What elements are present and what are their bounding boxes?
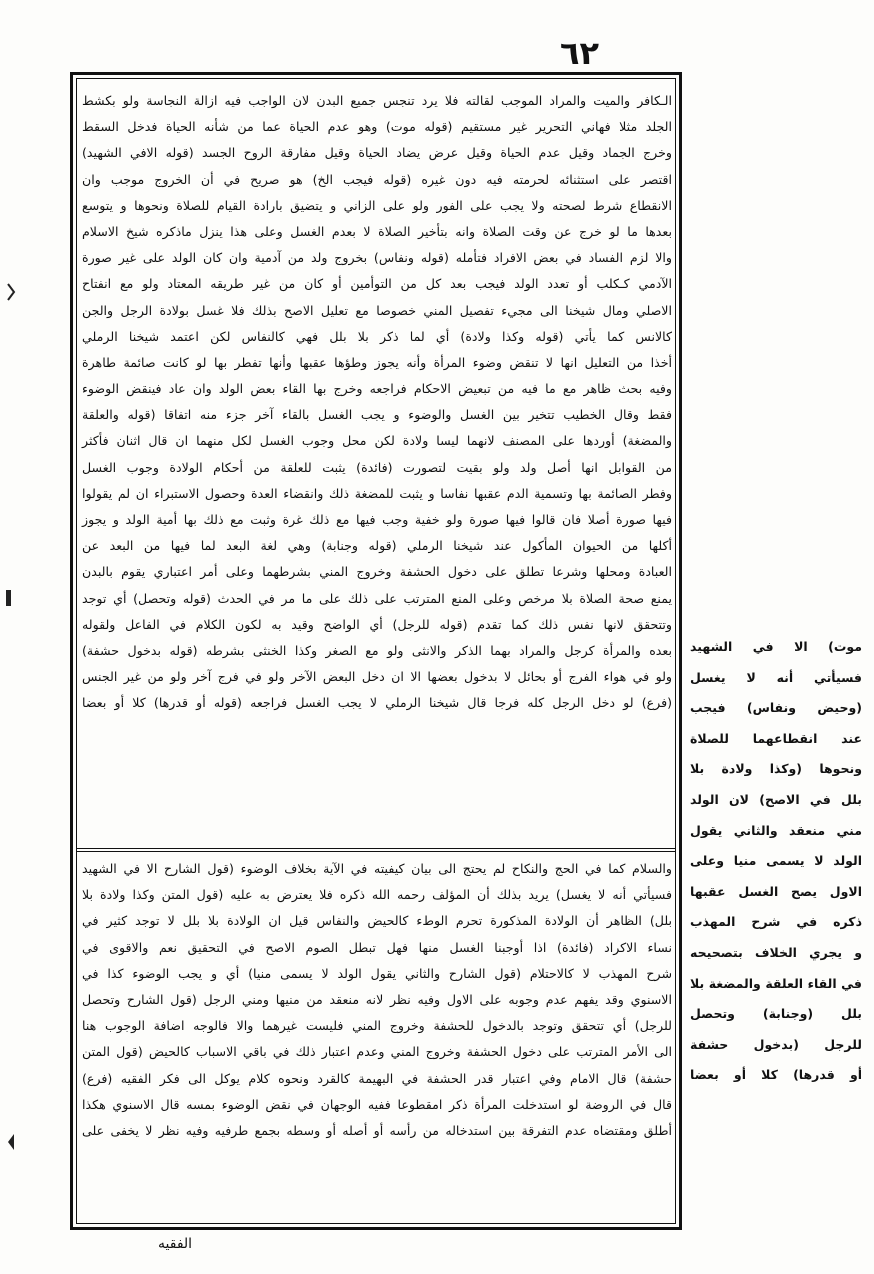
text-line: بعده والمرأة كرجل والمراد بهما الذكر والانثى ولو مع الصغر وكذا الخنثى بشرطه (قوله بدخول حشفة) — [82, 642, 672, 658]
text-line: ولو في هواء الفرج أو بحائل لا بدخول بعضها الا ان دخل البعض الآخر ولو في فرج آخر ولو من غير الجنس — [82, 669, 672, 685]
footnote-line: الاسنوي وقد يفهم عدم وجوبه على الاول وفيه نظر لانه منعقد من منيها ومني الرجل (قول الشارح وتحصل — [82, 991, 672, 1007]
page-number: ٦٢ — [560, 34, 600, 72]
text-line: الانقطاع شرط لصحته ولا يجب على الفور ولو على الزاني و يتضيق بارادة القيام للصلاة ونحوها و يتوسع — [82, 197, 672, 213]
margin-line: و يجري الخلاف بتصحيحه — [690, 944, 862, 960]
margin-line: ونحوها (وكذا ولادة بلا — [690, 761, 862, 777]
footnote-line: والسلام كما في الحج والنكاح لم يحتج الى بيان كيفيته في الآية بخلاف الوضوء (قول الشارح الا في الشهيد — [82, 861, 672, 876]
margin-line: بلل في الاصح) لان الولد — [690, 791, 862, 807]
footnote-block — [82, 856, 672, 1222]
text-line: الـكافر والميت والمراد الموجب لقالته فلا يرد تنجس جميع البدن لان الواجب فيه ازالة النجاسة ولو بكشط — [82, 93, 672, 108]
text-line: بعدها ما لو خرج عن وقت الصلاة وانه بتأخير الصلاة لا بعدم الغسل وعلى هذا ينزل ماذكره شيخ الاسلام — [82, 223, 672, 239]
margin-line: فسيأتي أنه لا يغسل — [690, 669, 862, 685]
footnote-line: للرجل) أي تتحقق وتوجد بالدخول للحشفة وخروج المني فليست غيرهما والا فالوجه اضافة الوجوب هنا — [82, 1018, 672, 1034]
margin-line: أو قدرها) كلا أو بعضا — [690, 1067, 862, 1083]
margin-line: الاول يصح الغسل عقبها — [690, 883, 862, 899]
edge-mark-left-mid — [4, 588, 14, 608]
text-line: وفيه بحث ظاهر مع ما فيه من تبعيض الاحكام فراجعه وخرج بها القاء بعض الولد وان عاد فينقض الوضوء — [82, 381, 672, 397]
catchword: الفقيه — [158, 1236, 193, 1252]
text-line: والا لزم الفساد في بعض الافراد فتأمله (قوله ونفاس) بخروج ولد من آدمية وان كان الولد على غير صورة — [82, 250, 672, 266]
footnote-line: حشفة) قال الامام وفي اعتبار قدر الحشفة في البهيمة كالقرد ونحوه كلام يوكل الى فكر الفقيه (فرع) — [82, 1070, 672, 1086]
text-line: من القوابل انها أصل ولد ولو بقيت لتصورت (فائدة) يثبت للعلقة من أحكام الولادة وجوب الغسل — [82, 459, 672, 475]
text-line: وتتحقق لانها نفس ذلك كما تقدم (قوله للرجل) أي الواضح وقيد به لكون الكلام في الفاعل ولقوله — [82, 616, 672, 632]
text-line: العبادة ومحلها وشرعا تطلق على دخول الحشفة وخروج المني بشرطهما وعلى أمر اعتباري يقوم بالبدن — [82, 564, 672, 580]
footnote-line: شرح المهذب لا كالاحتلام (قول الشارح والثاني يقول الولد لا يسمى منيا) أي و يجب الوضوء كذا في — [82, 965, 672, 981]
text-line: الجلد مثلا فهاني التحرير غير مستقيم (قوله موت) وهو عدم الحياة عما من شأنه الحياة فدخل السقط — [82, 119, 672, 135]
margin-line: الولد لا يسمى منيا وعلى — [690, 853, 862, 869]
section-divider — [76, 848, 676, 852]
text-line: يمنع صحة الصلاة بلا مرخص وعلى المنع المترتب على ذلك على ما مر في الحدث (قوله وتحصل) أي توجد — [82, 590, 672, 606]
footnote-line: الى الأمر المترتب على دخول الحشفة وخروج المني وعدم اعتبار ذلك في باقي الاسباب كالحيض (قول المتن — [82, 1044, 672, 1060]
edge-mark-left-top — [6, 282, 16, 302]
main-text-block — [82, 88, 672, 846]
text-line: الآدمي كـكلب أو تعدد الولد فيجب بعد كل من التوأمين أو كان من غير طريقه المعتاد ولو مع انفتاح — [82, 276, 672, 292]
footnote-line: نساء الاكراد (فائدة) اذا أوجبنا الغسل منها فهل تبطل الصوم الاصح في التحقيق نعم والاقوى في — [82, 939, 672, 955]
margin-line: للرجل (بدخول حشفة — [690, 1036, 862, 1052]
text-line: فقط وقال الخطيب تتخير بين الغسل والوضوء و يجب الغسل بالقاء آخر جزء منه اتفاقا (قوله والعلقة — [82, 407, 672, 423]
footnote-line: فسيأتي أنه لا يغسل) يريد بذلك أن المؤلف رحمه الله ذكره فلا يعترض به عليه (قول المتن وكذا ولادة بلا — [82, 887, 672, 903]
text-line: أخذا من التعليل انها لا تنقض وضوء المرأة وأنه يجوز وطؤها عقبها وأنها تفطر بها لو كانت صائمة طاهرة — [82, 354, 672, 370]
text-line: الاصلي ومال شيخنا الى مجيء تفصيل المني خصوصا مع تعليل الاصح بذلك فلا غسل بولادة الرجل والجن — [82, 302, 672, 318]
text-line: اقتصر على استثنائه لحرمته فيه دون غيره (قوله فيجب الخ) هو صريح في أن الخروج موجب وان — [82, 171, 672, 187]
footnote-line: بلل) الظاهر أن الولادة المذكورة تحرم الوطء كالحيض والنفاس قيل ان الولادة بلا بلل لا توجد كثير في — [82, 913, 672, 929]
text-line: وخرج الجماد وقيل عدم الحياة وقيل عرض يضاد الحياة وقيل مفارقة الروح الجسد (قوله الافي الشهيد) — [82, 145, 672, 161]
text-line: فيها صورة أصلا فان قالوا فيها صورة ولو خفية وجب فيها مع ذلك غرة وثبت مع ذلك بها أمية الولد و يجوز — [82, 512, 672, 527]
footnote-line: قال في الروضة لو استدخلت المرأة ذكر امقطوعا ففيه الوجهان في نقض الوضوء بمسه قال الاسنوي هكذا — [82, 1096, 672, 1112]
margin-line: بلل (وجنابة) وتحصل — [690, 1006, 862, 1022]
margin-line: مني منعقد والثاني يقول — [690, 822, 862, 838]
text-line: (فرع) لو دخل الرجل كله فرجا قال شيخنا الرملي لا يجب الغسل فراجعه (قوله أو قدرها) كلا أو بعضا — [82, 695, 672, 711]
margin-line: في القاء العلقة والمضغة بلا — [690, 975, 862, 991]
footnote-line: أطلق ومقتضاه عدم التفرقة بين استدخاله من رأسه أو أصله أو وسطه بجمع طرفيه وفيه نظر لا يخفى على — [82, 1122, 672, 1138]
edge-mark-left-bottom — [6, 1132, 16, 1152]
text-line: أكلها من الحيوان المأكول عند شيخنا الرملي (قوله وجنابة) وهي لغة البعد لما فيها من البعد عن — [82, 538, 672, 554]
text-line: والمضغة) أوردها على المصنف لانهما ليسا ولادة لكن محل وجوب الغسل لكل منهما ان قال اثنان فأكثر — [82, 433, 672, 449]
text-line: وفطر الصائمة بها وتسمية الدم عقبها نفاسا و يثبت للمضغة ذلك وانقضاء العدة وحصول الاستبراء ان لم يقولوا — [82, 485, 672, 501]
text-line: كالانس كما يأتي (قوله وكذا ولادة) أي لما ذكر بلا بلل فهي كالنفاس لكن اعتمد شيخنا الرملي — [82, 328, 672, 344]
margin-commentary — [690, 632, 862, 1083]
margin-line: موت) الا في الشهيد — [690, 639, 862, 654]
margin-line: ذكره في شرح المهذب — [690, 914, 862, 930]
margin-line: عند انقطاعهما للصلاة — [690, 730, 862, 746]
margin-line: (وحيض ونفاس) فيجب — [690, 700, 862, 716]
